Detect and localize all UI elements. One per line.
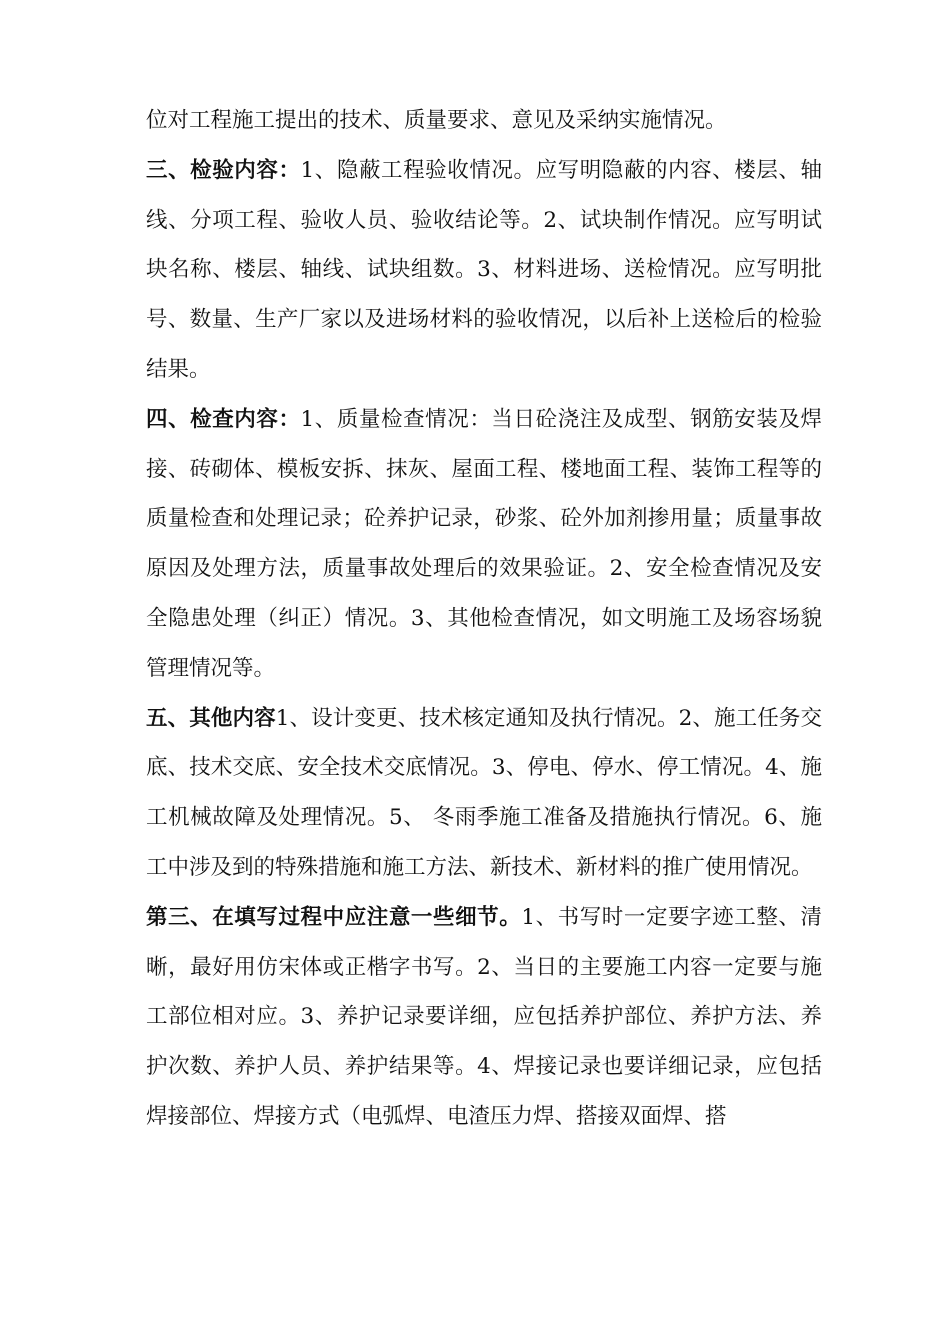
section-heading: 四、检查内容： (146, 406, 301, 432)
paragraph-text: 1、书写时一定要字迹工整、清晰，最好用仿宋体或正楷字书写。2、当日的主要施工内容一定要与施工部位相对应。3、养护记录要详细，应包括养护部位、养护方法、养护次数、养护人员、养护结果等。4、焊接记录也要详细记录，应包括焊接部位、焊接方式（电弧焊、电渣压力焊、搭接双面焊、搭 (146, 904, 822, 1129)
paragraph-inspection-content (146, 146, 822, 395)
section-heading: 三、检验内容： (146, 157, 301, 183)
paragraph-check-content (146, 395, 822, 694)
paragraph-text: 位对工程施工提出的技术、质量要求、意见及采纳实施情况。 (146, 108, 727, 133)
paragraph-continuation (146, 96, 822, 146)
paragraph-text: 1、隐蔽工程验收情况。应写明隐蔽的内容、楼层、轴线、分项工程、验收人员、验收结论等。2、试块制作情况。应写明试块名称、楼层、轴线、试块组数。3、材料进场、送检情况。应写明批号、数量、生产厂家以及进场材料的验收情况，以后补上送检后的检验结果。 (146, 157, 822, 382)
paragraph-details (146, 893, 822, 1142)
paragraph-other-content (146, 694, 822, 893)
section-heading: 五、其他内容 (146, 705, 276, 731)
document-page (146, 96, 822, 1142)
section-heading: 第三、在填写过程中应注意一些细节。 (146, 904, 522, 930)
paragraph-text: 1、设计变更、技术核定通知及执行情况。2、施工任务交底、技术交底、安全技术交底情况。3、停电、停水、停工情况。4、施工机械故障及处理情况。5、 冬雨季施工准备及措施执行情况。6、施工中涉及到的特殊措施和施工方法、新技术、新材料的推广使用情况。 (146, 705, 822, 880)
paragraph-text: 1、质量检查情况：当日砼浇注及成型、钢筋安装及焊接、砖砌体、模板安拆、抹灰、屋面工程、楼地面工程、装饰工程等的质量检查和处理记录；砼养护记录，砂浆、砼外加剂掺用量；质量事故原因及处理方法，质量事故处理后的效果验证。2、安全检查情况及安全隐患处理（纠正）情况。3、其他检查情况，如文明施工及场容场貌管理情况等。 (146, 406, 822, 681)
